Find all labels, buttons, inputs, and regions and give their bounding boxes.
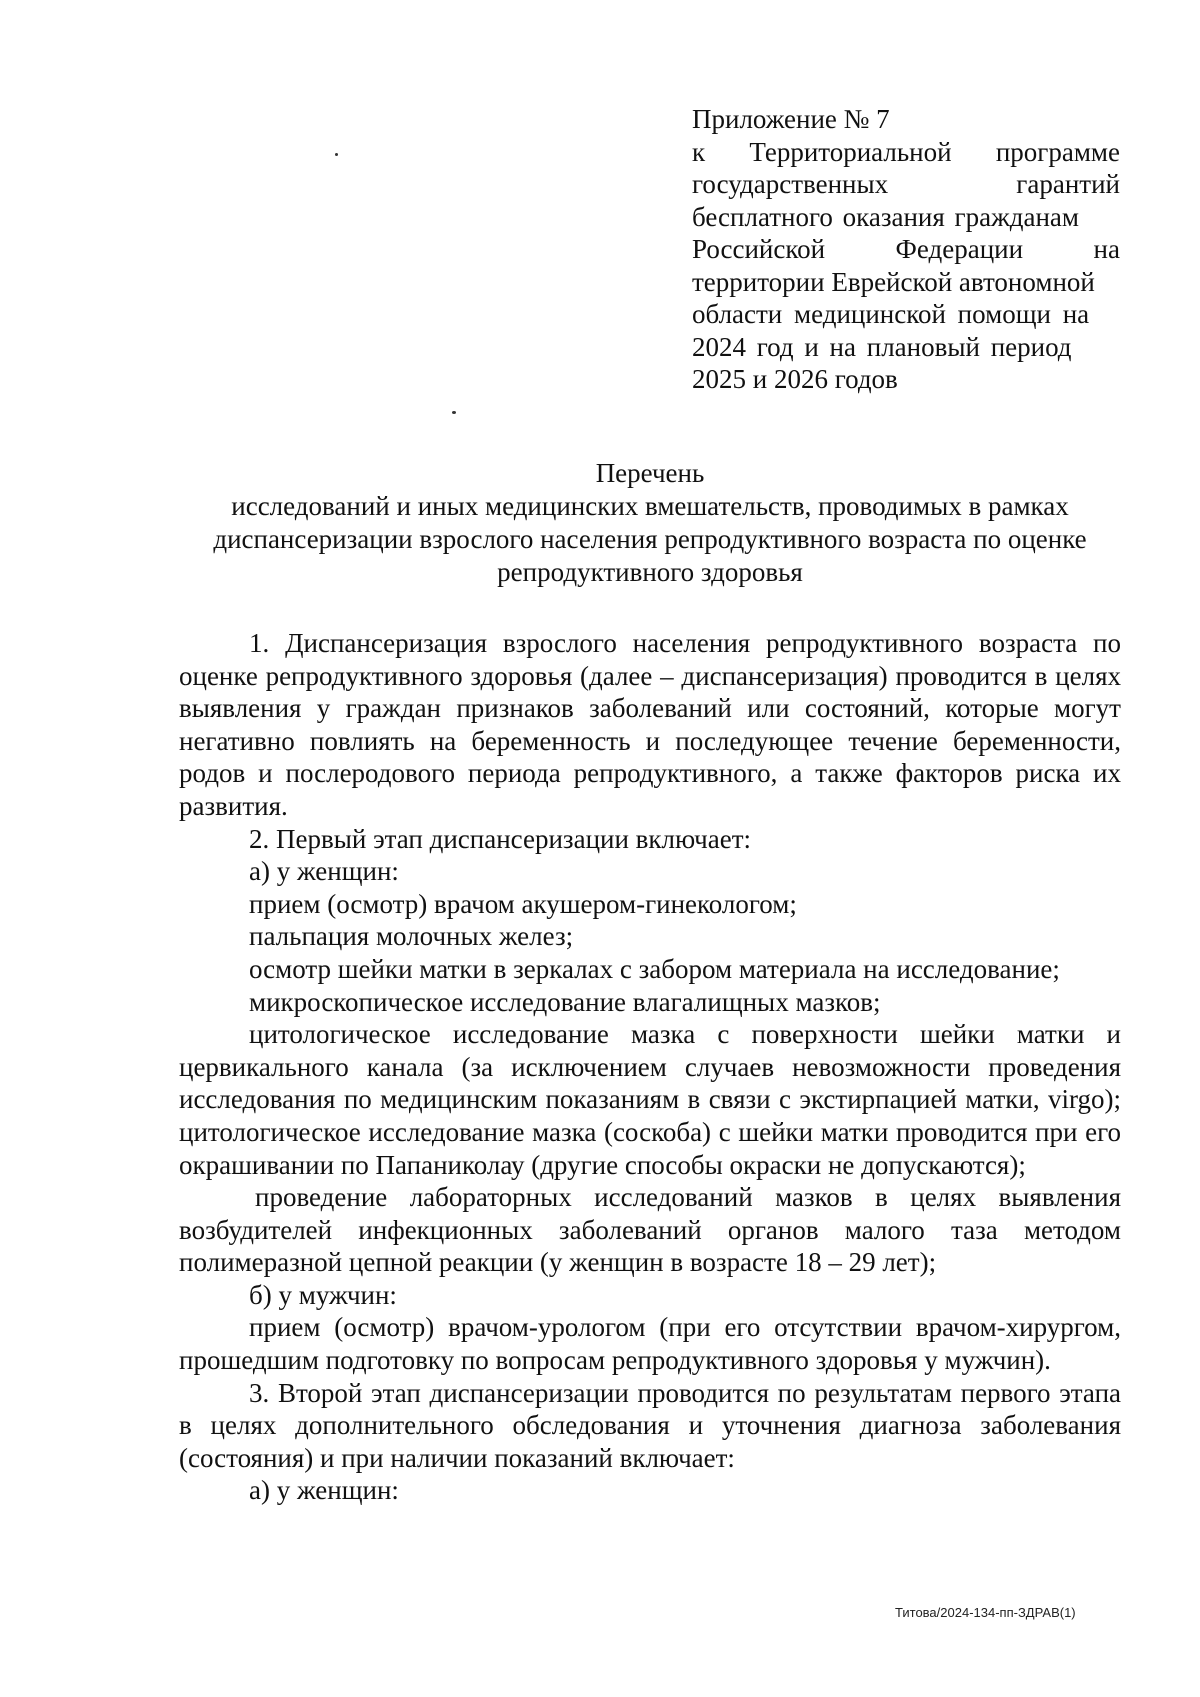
appendix-line-3: бесплатного оказания гражданам: [692, 201, 1079, 232]
document-title: [150, 457, 1150, 589]
paragraph-5: пальпация молочных желез;: [249, 921, 574, 952]
paragraph-12: 3. Второй этап диспансеризации проводится по результатам первого этапа в целях дополнительного обследования и уточнения диагноза заболевания (состояния) и при наличии показаний включает:: [179, 1377, 1121, 1473]
appendix-line-8: 2025 и 2026 годов: [692, 364, 898, 394]
paragraph-11: прием (осмотр) врачом-урологом (при его отсутствии врачом-хирургом, прошедшим подготовку по вопросам репродуктивного здоровья у мужчин).: [179, 1312, 1121, 1376]
paragraph-10: б) у мужчин:: [249, 1279, 397, 1310]
appendix-line-5: территории Еврейской автономной: [692, 266, 1095, 297]
paragraph-13: а) у женщин:: [249, 1475, 399, 1506]
paragraph-3: а) у женщин:: [249, 856, 399, 887]
paragraph-4: прием (осмотр) врачом акушером-гинекологом;: [249, 888, 797, 919]
scan-speck: [335, 153, 338, 156]
appendix-line-6: области медицинской помощи на: [692, 299, 1090, 329]
title-line-1: исследований и иных медицинских вмешательств, проводимых в рамках: [231, 491, 1069, 521]
appendix-line-2: государственных гарантий: [692, 169, 1120, 199]
paragraph-6: осмотр шейки матки в зеркалах с забором материала на исследование;: [249, 953, 1060, 984]
paragraph-7: микроскопическое исследование влагалищных мазков;: [249, 986, 881, 1017]
appendix-header: [692, 103, 1120, 396]
appendix-line-4: Российской Федерации на: [692, 234, 1120, 264]
appendix-number: Приложение № 7: [692, 104, 890, 134]
document-body: [179, 627, 1121, 1507]
paragraph-8: цитологическое исследование мазка с поверхности шейки матки и цервикального канала (за исключением случаев невозможности проведения исследования по медицинским показаниям в связи с экстирпацией матки, virgo); цитологическое исследование мазка (соскоба) с шейки матки проводится при его окрашивании по Папаниколау (другие способы окраски не допускаются);: [179, 1019, 1121, 1180]
paragraph-9: проведение лабораторных исследований мазков в целях выявления возбудителей инфекционных заболеваний органов малого таза методом полимеразной цепной реакции (у женщин в возрасте 18 – 29 лет);: [179, 1182, 1121, 1278]
paragraph-1: 1. Диспансеризация взрослого населения репродуктивного возраста по оценке репродуктивного здоровья (далее – диспансеризация) проводится в целях выявления у граждан признаков заболеваний или состояний, которые могут негативно повлиять на беременность и последующее течение беременности, родов и послеродового периода репродуктивного, а также факторов риска их развития.: [179, 628, 1121, 821]
footer-code: Титова/2024-134-пп-ЗДРАВ(1): [895, 1605, 1076, 1620]
title-line-2: диспансеризации взрослого населения репродуктивного возраста по оценке: [213, 524, 1087, 554]
title-line-3: репродуктивного здоровья: [497, 557, 803, 587]
appendix-line-1: к Территориальной программе: [692, 136, 1120, 167]
paragraph-2: 2. Первый этап диспансеризации включает:: [249, 823, 751, 854]
title-heading: Перечень: [595, 458, 705, 488]
appendix-line-7: 2024 год и на плановый период: [692, 331, 1072, 362]
scan-speck: [452, 411, 456, 414]
